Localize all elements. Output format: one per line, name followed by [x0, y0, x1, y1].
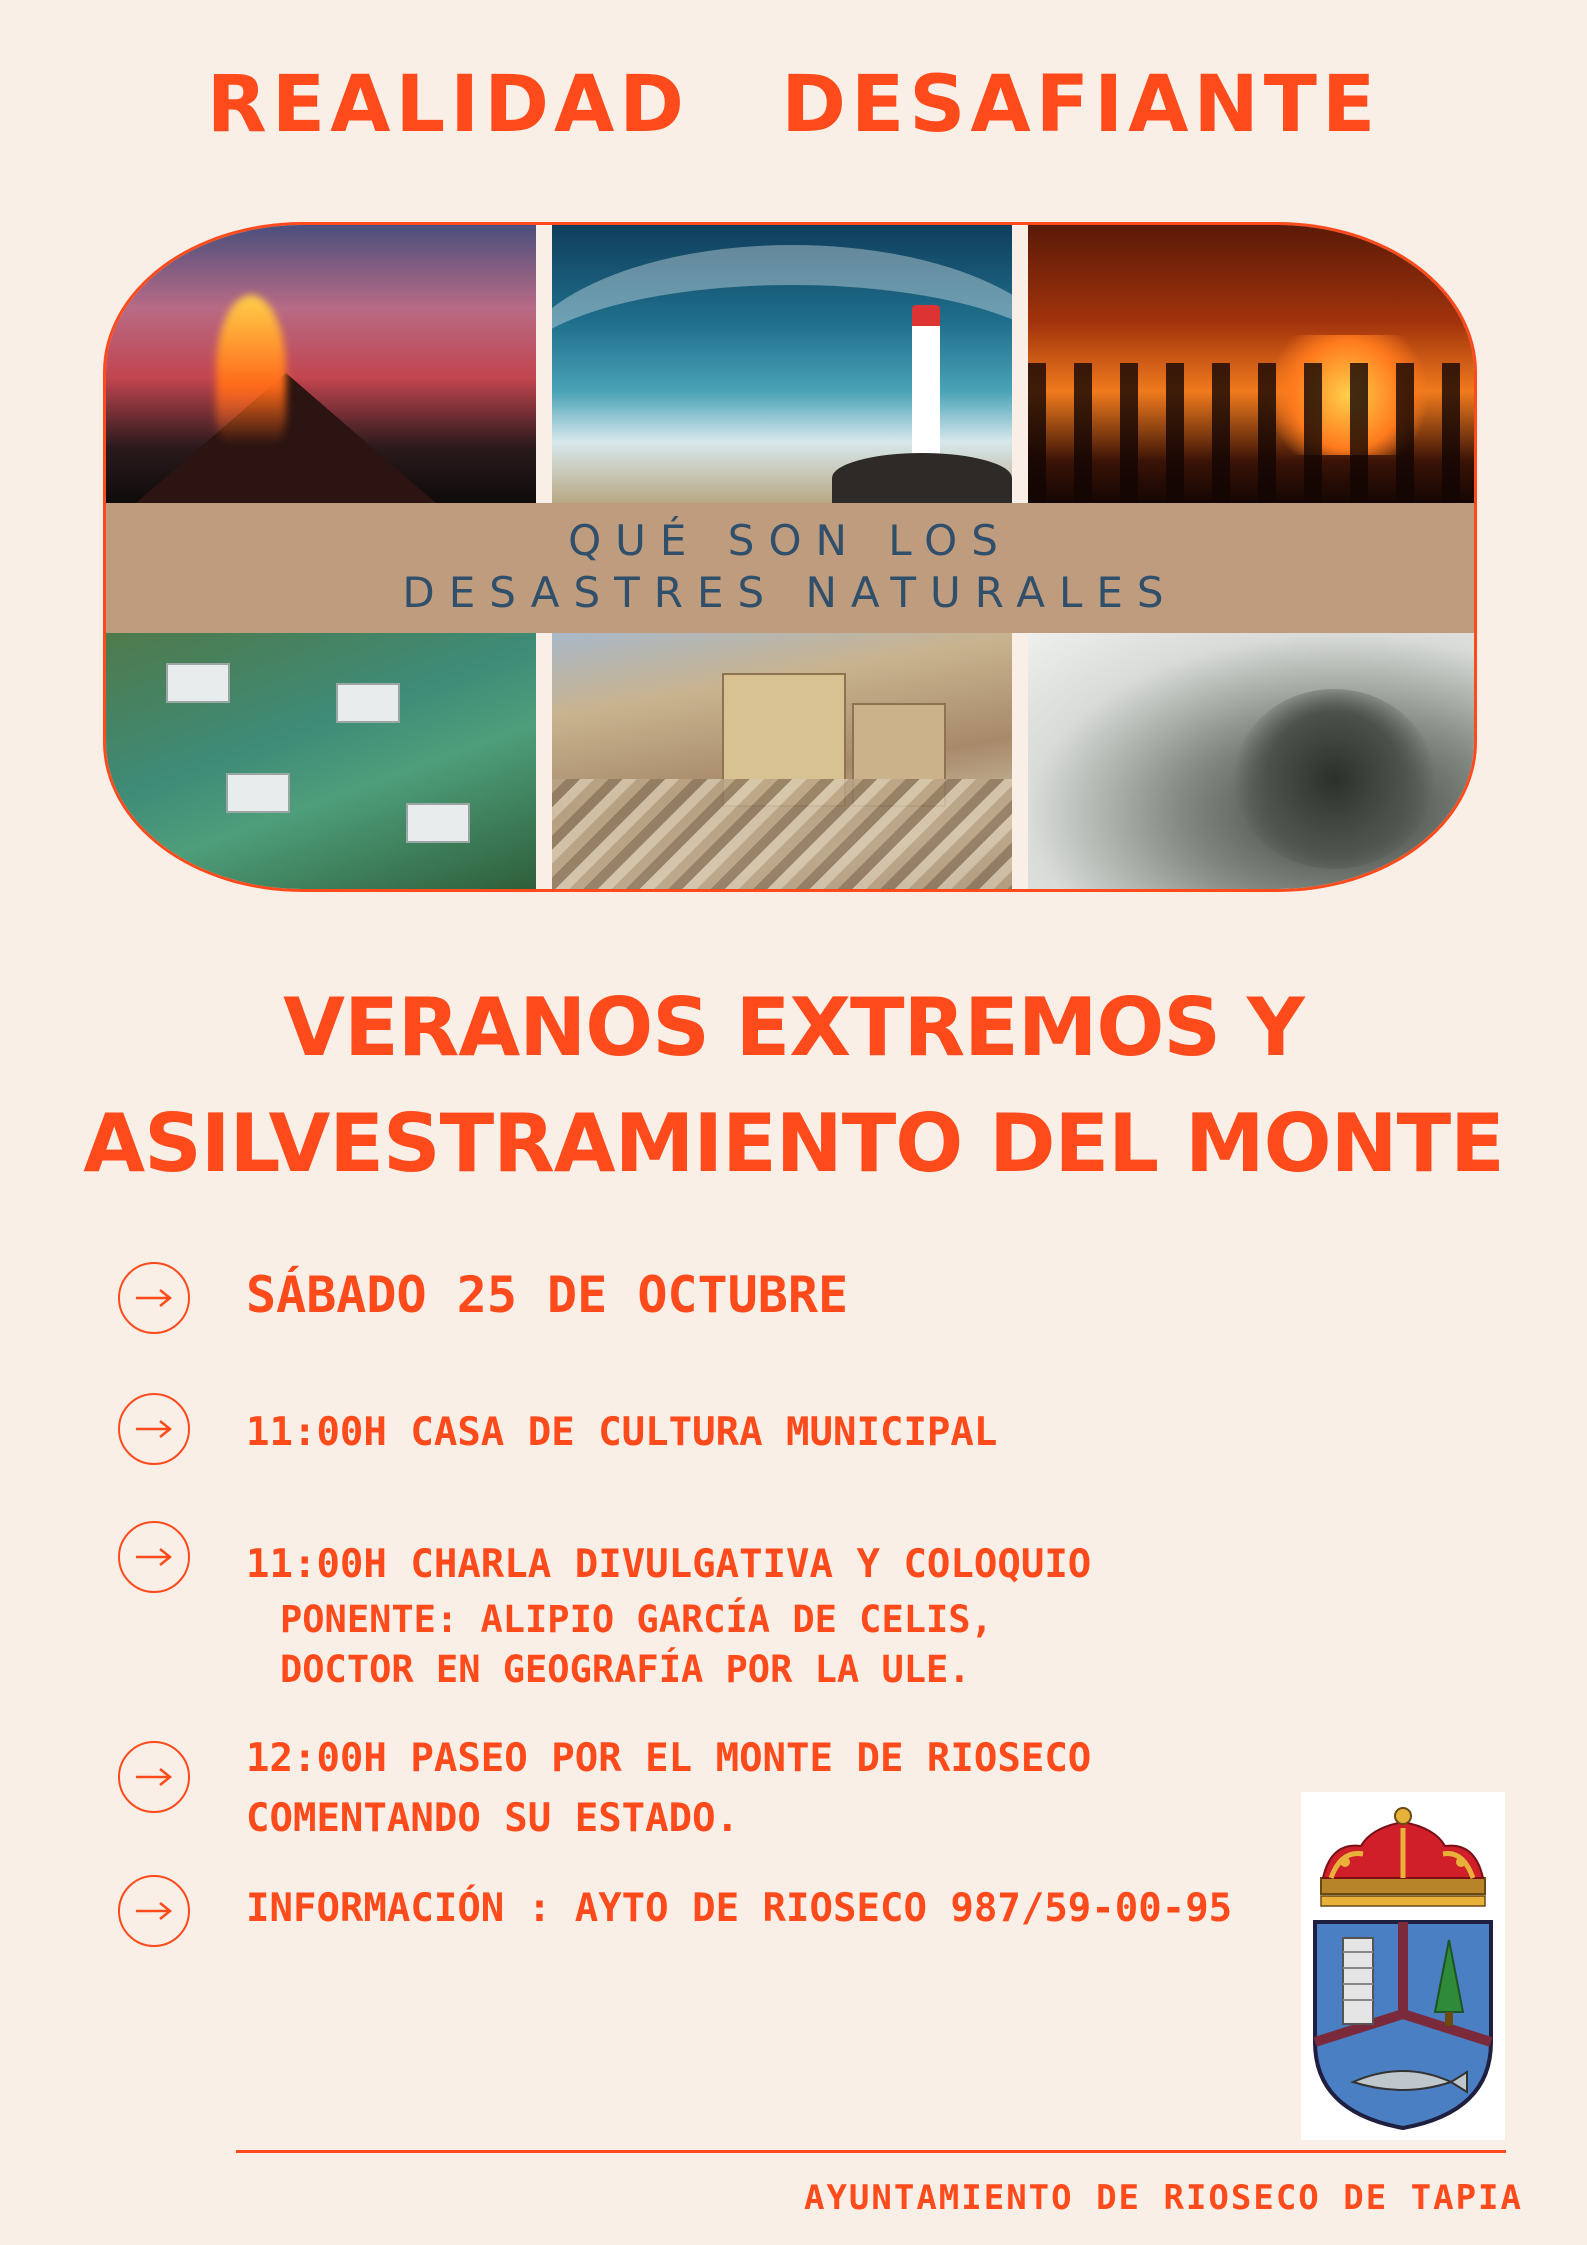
info-item	[118, 1875, 1232, 1947]
arrow-right-icon	[118, 1262, 190, 1334]
collage-caption-line-1: QUÉ SON LOS	[568, 516, 1012, 565]
speaker-line-1: PONENTE: ALIPIO GARCÍA DE CELIS,	[280, 1598, 993, 1641]
info-contact: INFORMACIÓN : AYTO DE RIOSECO 987/59-00-95	[246, 1886, 1233, 1931]
tsunami-image	[552, 225, 1012, 503]
disaster-collage	[103, 222, 1477, 892]
volcano-image	[106, 225, 536, 503]
event-date: SÁBADO 25 DE OCTUBRE	[246, 1266, 849, 1324]
collage-caption-line-2: DESASTRES NATURALES	[402, 568, 1178, 617]
date-item	[118, 1262, 848, 1334]
earthquake-image	[552, 633, 1012, 889]
walk-item	[118, 1736, 1092, 1849]
event-headline	[0, 970, 1587, 1202]
coat-of-arms-icon	[1301, 1792, 1505, 2140]
arrow-right-icon	[118, 1521, 190, 1593]
venue-item	[118, 1393, 997, 1465]
headline-line-1: VERANOS EXTREMOS Y	[283, 981, 1304, 1074]
collage-caption-band	[106, 503, 1474, 633]
speaker-line-2: DOCTOR EN GEOGRAFÍA POR LA ULE.	[280, 1648, 971, 1691]
footer-organizer: AYUNTAMIENTO DE RIOSECO DE TAPIA	[803, 2178, 1523, 2218]
walk-line-2: COMENTANDO SU ESTADO.	[246, 1796, 740, 1841]
arrow-right-icon	[118, 1393, 190, 1465]
flood-image	[106, 633, 536, 889]
headline-line-2: ASILVESTRAMIENTO DEL MONTE	[83, 1097, 1504, 1190]
main-title: REALIDAD DESAFIANTE	[206, 60, 1381, 150]
tornado-image	[1028, 633, 1474, 889]
talk-title: 11:00H CHARLA DIVULGATIVA Y COLOQUIO	[246, 1542, 1092, 1587]
event-venue: 11:00H CASA DE CULTURA MUNICIPAL	[246, 1410, 998, 1455]
talk-item	[118, 1521, 1091, 1695]
footer-divider	[236, 2150, 1506, 2153]
arrow-right-icon	[118, 1741, 190, 1813]
forest-fire-image	[1028, 225, 1474, 503]
walk-line-1: 12:00H PASEO POR EL MONTE DE RIOSECO	[246, 1736, 1092, 1781]
arrow-right-icon	[118, 1875, 190, 1947]
